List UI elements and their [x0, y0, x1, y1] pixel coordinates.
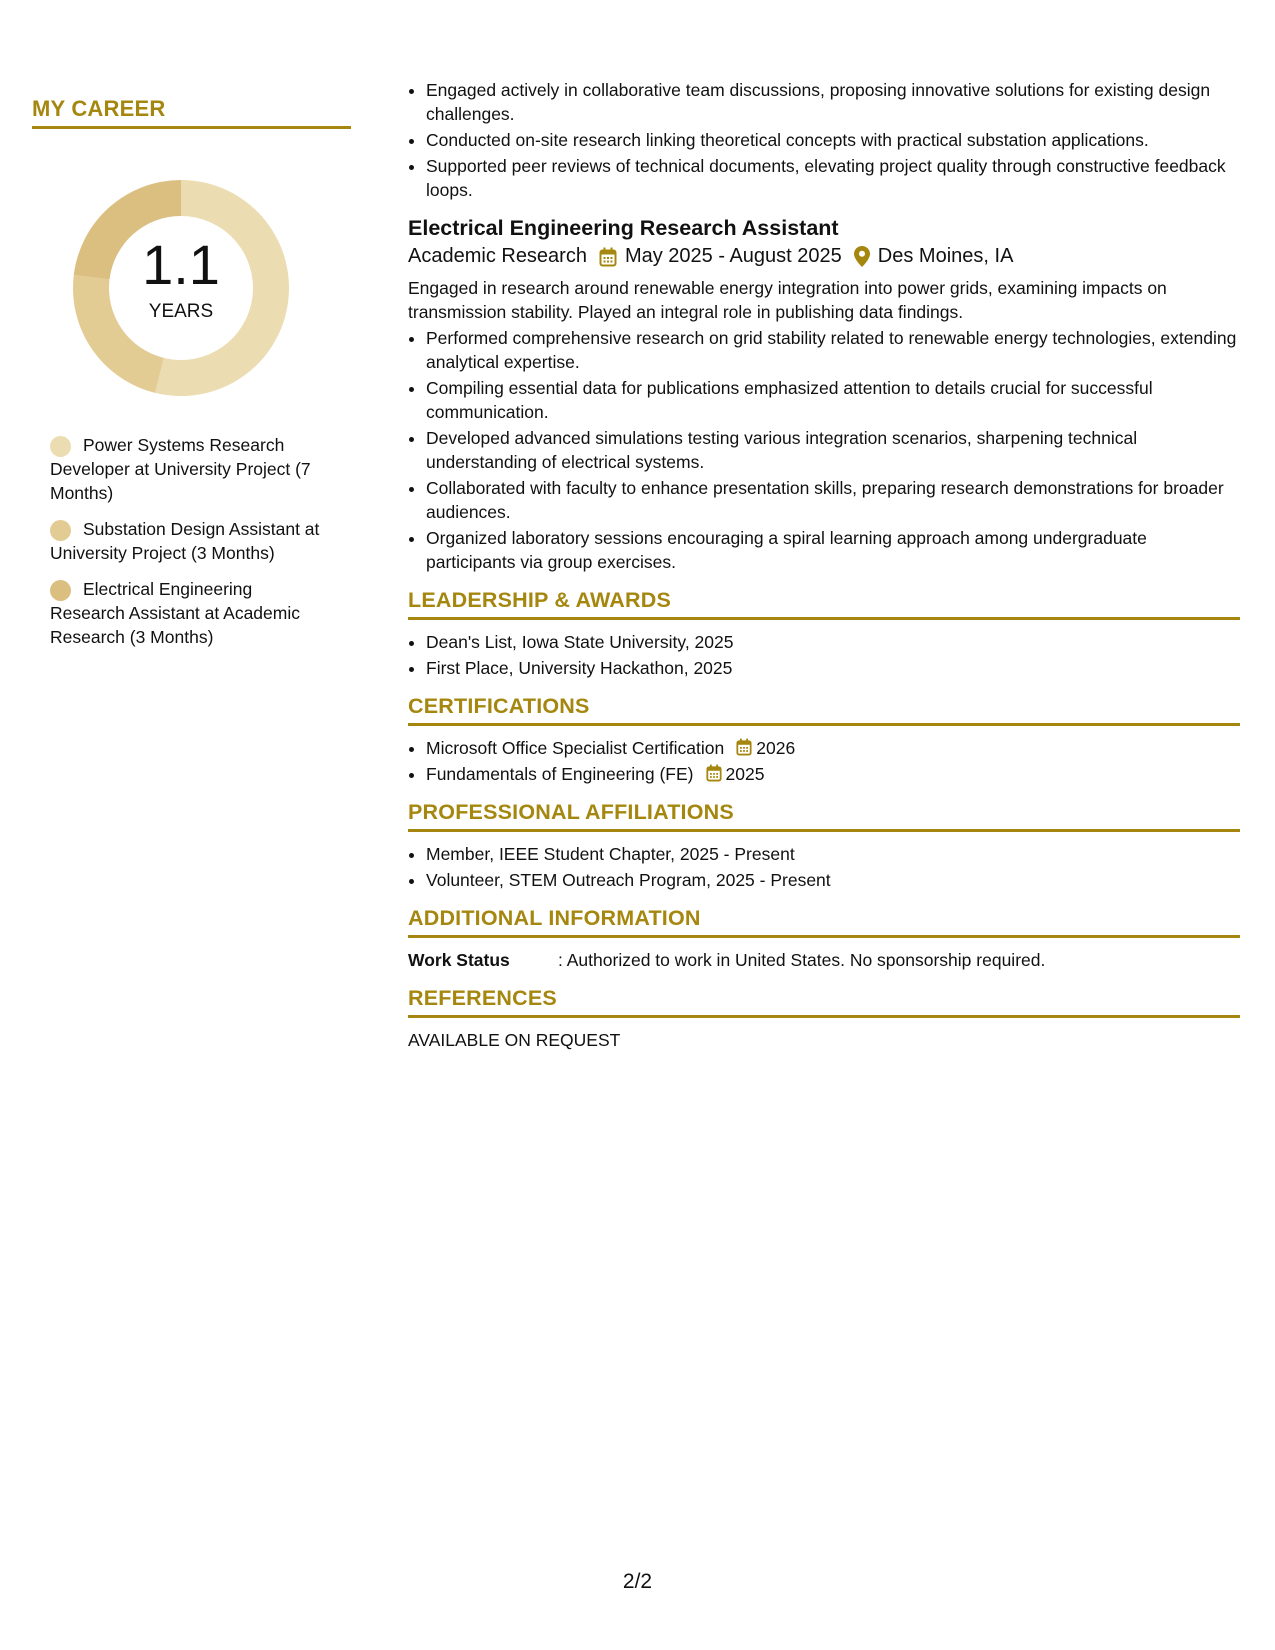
- bullet-item: • Supported peer reviews of technical documents, elevating project quality through constructive feedback loops.: [426, 154, 1240, 202]
- work-status-value: : Authorized to work in United States. No sponsorship required.: [558, 950, 1046, 970]
- certification-year: 2026: [756, 738, 796, 758]
- job-description: Engaged in research around renewable energy integration into power grids, examining impacts on transmission stability. Played an integral role in publishing data findings.: [408, 278, 1167, 322]
- legend-item: [50, 577, 330, 649]
- bullet-item: • Conducted on-site research linking theoretical concepts with practical substation applications.: [426, 128, 1240, 152]
- bullet-item: • Organized laboratory sessions encouraging a spiral learning approach among undergraduate participants via group exercises.: [426, 526, 1240, 574]
- total-years-unit: YEARS: [148, 301, 214, 322]
- references-text: AVAILABLE ON REQUEST: [408, 1030, 621, 1050]
- affiliations-list: [408, 842, 1240, 892]
- calendar-icon: [736, 738, 752, 756]
- job-bullets: [408, 326, 1240, 574]
- legend-dot: [50, 436, 71, 457]
- leadership-title: LEADERSHIP & AWARDS: [408, 588, 1240, 620]
- affiliations-section: [408, 800, 1240, 892]
- job-meta: [408, 245, 1240, 268]
- references-section: [408, 986, 1240, 1052]
- work-status-row: [408, 948, 1240, 972]
- bullet-item: • Performed comprehensive research on grid stability related to renewable energy technologies, extending analytical expertise.: [426, 326, 1240, 374]
- legend-dot: [50, 520, 71, 541]
- certification-year: 2025: [725, 764, 765, 784]
- job-location: Des Moines, IA: [877, 245, 1014, 267]
- career-sidebar: [32, 96, 351, 661]
- leadership-section: [408, 588, 1240, 680]
- legend-item: [50, 517, 330, 565]
- list-item: • Dean's List, Iowa State University, 2025: [426, 630, 1240, 654]
- main-column: [408, 78, 1240, 1052]
- certifications-section: [408, 694, 1240, 786]
- job-company: Academic Research: [408, 245, 587, 267]
- total-years-value: 1.1: [142, 233, 220, 296]
- career-legend: [50, 433, 330, 649]
- bullet-item: • Compiling essential data for publications emphasized attention to details crucial for successful communication.: [426, 376, 1240, 424]
- legend-dot: [50, 580, 71, 601]
- list-item: • First Place, University Hackathon, 2025: [426, 656, 1240, 680]
- certifications-title: CERTIFICATIONS: [408, 694, 1240, 726]
- previous-job-bullets: [408, 78, 1240, 202]
- work-status-key: Work Status: [408, 950, 510, 970]
- certifications-list: [408, 736, 1240, 786]
- list-item: • Volunteer, STEM Outreach Program, 2025 - Present: [426, 868, 1240, 892]
- job-dates: May 2025 - August 2025: [624, 245, 842, 267]
- references-title: REFERENCES: [408, 986, 1240, 1018]
- calendar-icon: [706, 764, 722, 782]
- list-item: • Member, IEEE Student Chapter, 2025 - Present: [426, 842, 1240, 866]
- list-item: [426, 736, 1240, 760]
- certification-name: Microsoft Office Specialist Certification: [426, 738, 725, 758]
- career-donut-chart: [66, 173, 296, 403]
- legend-label: Power Systems Research Developer at University Project (7 Months): [50, 435, 311, 503]
- legend-label: Electrical Engineering Research Assistant at Academic Research (3 Months): [50, 579, 300, 647]
- additional-info-section: [408, 906, 1240, 972]
- calendar-icon: [599, 247, 617, 267]
- bullet-item: • Developed advanced simulations testing various integration scenarios, sharpening technical understanding of electrical systems.: [426, 426, 1240, 474]
- leadership-list: [408, 630, 1240, 680]
- page-number: 2/2: [622, 1570, 653, 1593]
- certification-name: Fundamentals of Engineering (FE): [426, 764, 694, 784]
- job-title: Electrical Engineering Research Assistant: [408, 216, 839, 240]
- career-section-title: MY CAREER: [32, 96, 351, 129]
- affiliations-title: PROFESSIONAL AFFILIATIONS: [408, 800, 1240, 832]
- legend-label: Substation Design Assistant at University Project (3 Months): [50, 519, 320, 563]
- additional-info-title: ADDITIONAL INFORMATION: [408, 906, 1240, 938]
- legend-item: [50, 433, 330, 505]
- bullet-item: • Engaged actively in collaborative team discussions, proposing innovative solutions for existing design challenges.: [426, 78, 1240, 126]
- bullet-item: • Collaborated with faculty to enhance presentation skills, preparing research demonstrations for broader audiences.: [426, 476, 1240, 524]
- location-pin-icon: [854, 246, 870, 267]
- list-item: [426, 762, 1240, 786]
